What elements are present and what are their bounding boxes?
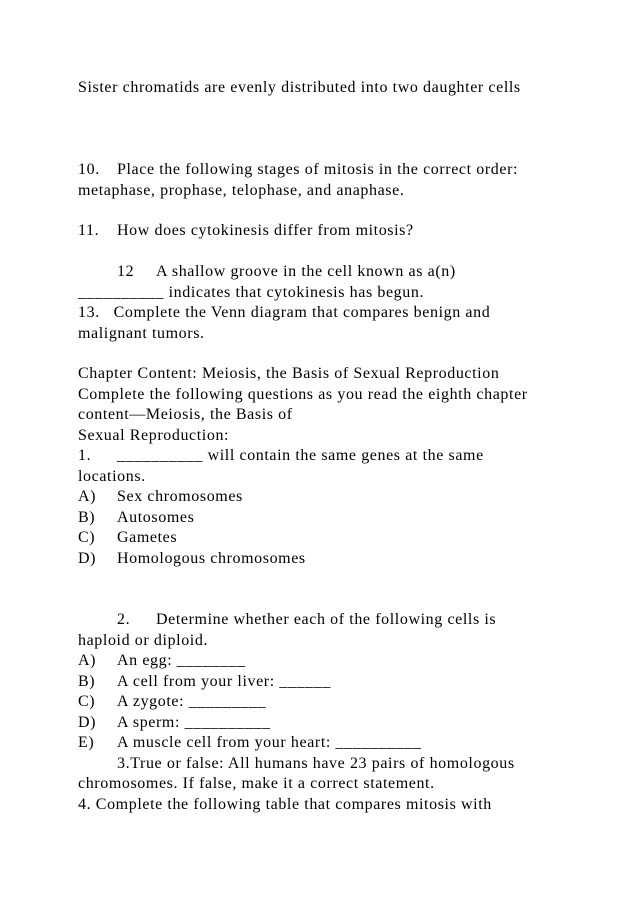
intro-line: Sister chromatids are evenly distributed into two daughter cells: [78, 79, 521, 96]
option-text: An egg: ________: [117, 652, 246, 669]
option-d: [78, 549, 306, 569]
option-label: C): [78, 529, 96, 546]
option-c: [78, 528, 177, 548]
option-label: A): [78, 488, 97, 505]
question-10-text: Place the following stages of mitosis in the correct order:: [117, 161, 519, 178]
option-label: B): [78, 673, 96, 690]
question-10-number: 10.: [78, 161, 100, 178]
cell-option-b: [78, 672, 331, 692]
option-label: D): [78, 550, 97, 567]
question-13-line-2: malignant tumors.: [78, 325, 205, 342]
chapter-instructions-line-1: Complete the following questions as you read the eighth chapter: [78, 386, 528, 403]
option-text: Homologous chromosomes: [117, 550, 306, 567]
chapter-question-3-line-2: chromosomes. If false, make it a correct statement.: [78, 775, 435, 792]
question-13-line-1: 13. Complete the Venn diagram that compares benign and: [78, 304, 491, 321]
chapter-question-4-line-1: 4. Complete the following table that compares mitosis with: [78, 796, 492, 813]
question-12-number: 12: [117, 263, 135, 280]
question-12-line-2: __________ indicates that cytokinesis has begun.: [78, 284, 425, 301]
option-text: Gametes: [117, 529, 178, 546]
chapter-question-1-line-2: locations.: [78, 468, 146, 485]
chapter-question-1-number: 1.: [78, 447, 92, 464]
chapter-instructions-line-2: content—Meiosis, the Basis of: [78, 406, 293, 423]
option-label: B): [78, 509, 96, 526]
option-text: A muscle cell from your heart: __________: [117, 734, 422, 751]
question-11: [78, 221, 414, 241]
option-text: A zygote: _________: [117, 693, 267, 710]
question-10-line-1: [78, 160, 518, 180]
chapter-instructions-line-3: Sexual Reproduction:: [78, 427, 230, 444]
cell-option-d: [78, 713, 271, 733]
question-12-text: A shallow groove in the cell known as a(n): [156, 263, 456, 280]
chapter-question-2-line-2: haploid or diploid.: [78, 632, 209, 649]
chapter-question-2-text: Determine whether each of the following cells is: [156, 611, 497, 628]
cell-option-e: [78, 733, 422, 753]
option-text: A cell from your liver: ______: [117, 673, 331, 690]
chapter-question-3-line-1: 3.True or false: All humans have 23 pairs of homologous: [117, 755, 515, 772]
option-label: C): [78, 693, 96, 710]
option-b: [78, 508, 194, 528]
chapter-question-2-line-1: [117, 610, 496, 630]
question-10-line-2: metaphase, prophase, telophase, and anaphase.: [78, 182, 405, 199]
question-11-number: 11.: [78, 222, 100, 239]
option-label: E): [78, 734, 95, 751]
option-text: A sperm: __________: [117, 714, 271, 731]
question-11-text: How does cytokinesis differ from mitosis?: [117, 222, 414, 239]
chapter-question-1-line-1: [78, 446, 484, 466]
option-label: A): [78, 652, 97, 669]
chapter-heading: Chapter Content: Meiosis, the Basis of Sexual Reproduction: [78, 365, 500, 382]
cell-option-c: [78, 692, 266, 712]
option-a: [78, 487, 243, 507]
option-text: Sex chromosomes: [117, 488, 243, 505]
question-12-line-1: [117, 262, 456, 282]
option-text: Autosomes: [117, 509, 195, 526]
option-label: D): [78, 714, 97, 731]
chapter-question-2-number: 2.: [117, 611, 131, 628]
cell-option-a: [78, 651, 246, 671]
chapter-question-1-text: __________ will contain the same genes at the same: [117, 447, 484, 464]
